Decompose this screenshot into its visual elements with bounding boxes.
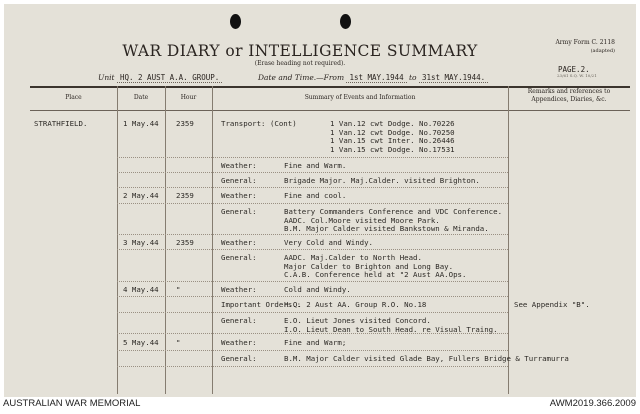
row-divider [117, 281, 508, 282]
punch-hole [340, 14, 351, 29]
row-divider [117, 366, 508, 367]
col-header-place: Place [65, 94, 82, 101]
page-number: PAGE.2. [558, 65, 590, 74]
entry-hour: 2359 [176, 119, 194, 128]
entry-label: Weather: [221, 161, 257, 170]
entry-text-line: 1 Van.12 cwt Dodge. No.70226 [330, 119, 455, 128]
entry-label: General: [221, 176, 257, 185]
date-from: 1st MAY.1944 [346, 73, 406, 83]
column-divider [508, 86, 509, 394]
entry-hour: " [176, 338, 181, 347]
entry-text-line: Cold and Windy. [284, 285, 351, 294]
entry-text-line: Major Calder to Brighton and Long Bay. [284, 261, 454, 271]
entry-hour: " [176, 285, 181, 294]
row-divider [117, 203, 508, 204]
entry-label: Weather: [221, 338, 257, 347]
entry-label: Transport: (Cont) [221, 119, 297, 128]
date-line: Date and Time.—From 1st MAY.1944 to 31st MAY.1944. [258, 73, 488, 85]
col-header-remarks: Remarks and references to Appendices, Diaries, &c. [527, 88, 611, 103]
entry-text-line: B.M. Major Calder visited Bankstown & Miranda. [284, 224, 489, 234]
unit-value: HQ. 2 AUST A.A. GROUP. [117, 73, 222, 83]
footer-accession: AWM2019.366.2009 [549, 398, 636, 409]
entry-text-line: Fine and Warm; [284, 338, 347, 347]
entry-text-line: Very Cold and Windy. [284, 238, 373, 247]
col-header-hour: Hour [180, 94, 197, 101]
entry-text-line: I.O. Lieut Dean to South Head. re Visual Traing. [284, 324, 498, 334]
row-divider [117, 312, 508, 313]
punch-hole [230, 14, 241, 29]
entry-label: General: [221, 354, 257, 363]
entry-text-line: 1 Van.12 cwt Dodge. No.70250 [330, 127, 455, 137]
row-divider [117, 249, 508, 250]
entry-label: General: [221, 316, 257, 325]
entry-text-line: AADC. Col.Moore visited Moore Park. [284, 215, 440, 225]
table-header-rule [30, 110, 630, 111]
entry-label: Important Orders.: [221, 300, 302, 309]
entry-place: STRATHFIELD. [34, 119, 88, 128]
entry-label: Weather: [221, 238, 257, 247]
entry-text-line: 1 Van.15 cwt Dodge. No.17531 [330, 144, 455, 154]
column-divider [165, 86, 166, 394]
entry-hour: 2359 [176, 238, 194, 247]
entry-date: 5 May.44 [123, 338, 159, 347]
col-header-summary: Summary of Events and Information [304, 94, 416, 101]
print-code: 23/61 S.Q. W. 10/21 [557, 73, 597, 78]
entry-text-line: 1 Van.15 cwt Inter. No.26446 [330, 136, 455, 146]
entry-label: Weather: [221, 191, 257, 200]
entry-remark: See Appendix "B". [514, 300, 590, 309]
entry-hour: 2359 [176, 191, 194, 200]
page-subtitle: (Erase heading not required). [254, 60, 346, 67]
unit-line: Unit HQ. 2 AUST A.A. GROUP. [98, 73, 222, 85]
form-number: Army Form C. 2118 (adapted) [555, 39, 615, 54]
entry-date: 3 May.44 [123, 238, 159, 247]
entry-text-line: H.Q. 2 Aust AA. Group R.O. No.18 [284, 300, 427, 309]
row-divider [117, 234, 508, 235]
page-title: WAR DIARY or INTELLIGENCE SUMMARY [122, 42, 478, 60]
row-divider [117, 296, 508, 297]
entry-label: General: [221, 207, 257, 216]
entry-date: 2 May.44 [123, 191, 159, 200]
entry-date: 1 May.44 [123, 119, 159, 128]
footer-source: AUSTRALIAN WAR MEMORIAL [3, 398, 141, 409]
row-divider [117, 172, 508, 173]
column-divider [117, 86, 118, 394]
entry-text-line: Fine and cool. [284, 191, 347, 200]
row-divider [117, 350, 508, 351]
row-divider [117, 187, 508, 188]
entry-text-line: Brigade Major. Maj.Calder. visited Brighton. [284, 176, 480, 185]
entry-text-line: Battery Commanders Conference and VDC Conference. [284, 207, 503, 216]
entry-text-line: Fine and Warm. [284, 161, 347, 170]
entry-text-line: E.O. Lieut Jones visited Concord. [284, 316, 431, 325]
entry-label: General: [221, 253, 257, 262]
entry-text-line: B.M. Major Calder visited Glade Bay, Fullers Bridge & Turramurra [284, 354, 569, 363]
entry-date: 4 May.44 [123, 285, 159, 294]
column-divider [212, 86, 213, 394]
col-header-date: Date [133, 94, 149, 101]
date-to: 31st MAY.1944. [419, 73, 488, 83]
entry-text-line: AADC. Maj.Calder to North Head. [284, 253, 422, 262]
row-divider [117, 157, 508, 158]
entry-label: Weather: [221, 285, 257, 294]
entry-text-line: C.A.B. Conference held at "2 Aust AA.Ops. [284, 270, 467, 280]
